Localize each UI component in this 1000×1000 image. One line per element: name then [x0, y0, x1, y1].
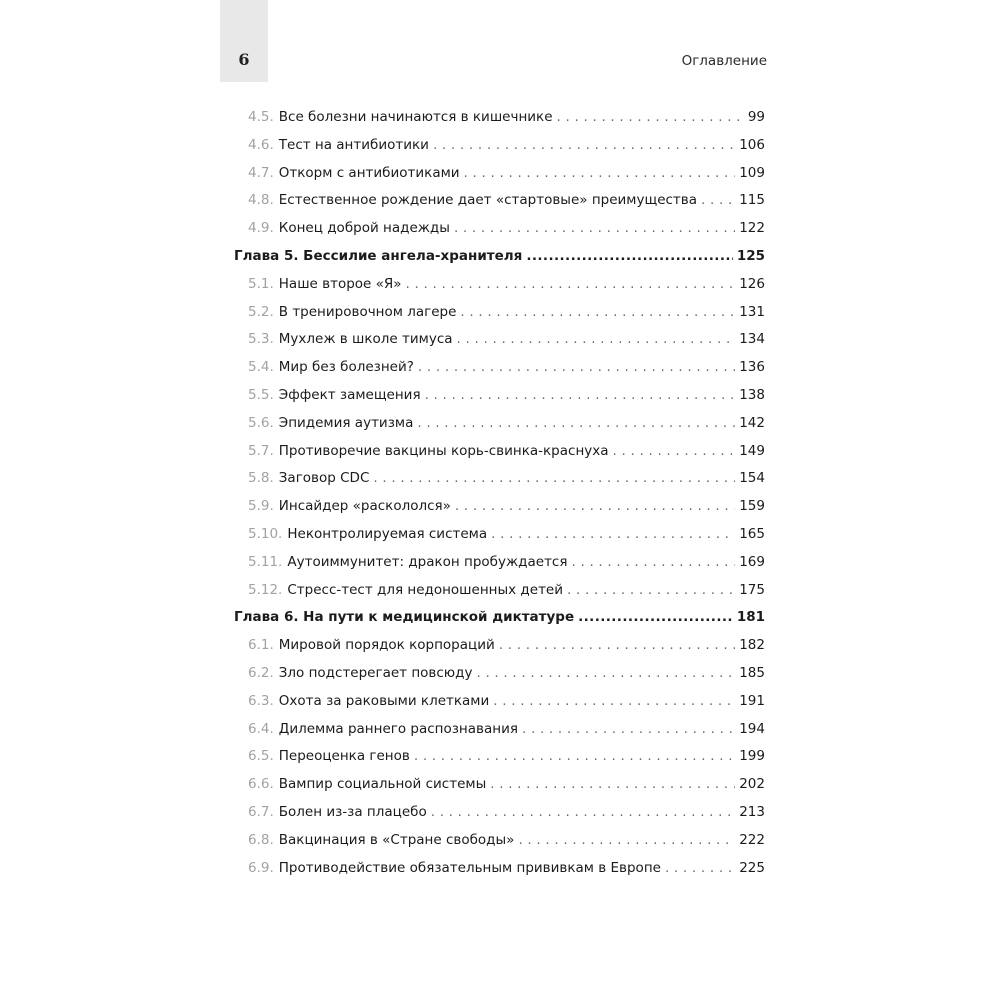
toc-entry-page: 175 [739, 581, 765, 598]
toc-entry-number: 4.7. [248, 164, 274, 181]
dot-leader [557, 109, 744, 125]
dot-leader [701, 192, 735, 208]
toc-entry-page: 99 [747, 109, 765, 125]
toc-section-entry [234, 498, 765, 526]
toc-section-entry [234, 137, 765, 165]
toc-entry-page: 136 [739, 359, 765, 376]
toc-entry-number: 6.5. [248, 748, 274, 765]
toc-section-entry [234, 804, 765, 832]
toc-entry-number: 4.5. [248, 109, 274, 125]
toc-entry-title: Аутоиммунитет: дракон пробуждается [287, 553, 568, 570]
toc-entry-number: 5.12. [248, 581, 283, 598]
toc-entry-number: 6.2. [248, 664, 274, 681]
toc-section-entry [234, 693, 765, 721]
toc-section-entry [234, 276, 765, 304]
toc-entry-title: Противодействие обязательным прививкам в Европе [278, 859, 661, 876]
toc-entry-number: 6.3. [248, 692, 274, 709]
toc-entry-page: 165 [739, 525, 765, 542]
toc-entry-number: 5.3. [248, 331, 274, 348]
toc-entry-page: 126 [739, 275, 765, 292]
toc-entry-title: Все болезни начинаются в кишечнике [278, 109, 553, 125]
toc-entry-page: 199 [739, 748, 765, 765]
dot-leader [476, 665, 735, 681]
toc-chapter-entry [234, 609, 765, 637]
toc-section-entry [234, 304, 765, 332]
toc-entry-number: 6.1. [248, 637, 274, 654]
toc-entry-page: 149 [739, 442, 765, 459]
toc-entry-page: 182 [739, 637, 765, 654]
toc-entry-page: 202 [739, 776, 765, 793]
toc-section-entry [234, 415, 765, 443]
toc-entry-page: 142 [739, 414, 765, 431]
toc-entry-page: 154 [739, 470, 765, 487]
toc-entry-number: 4.6. [248, 136, 274, 153]
toc-entry-title: В тренировочном лагере [278, 303, 457, 320]
toc-entry-title: Конец доброй надежды [278, 220, 450, 237]
dot-leader [518, 832, 735, 848]
toc-entry-number: 6.9. [248, 859, 274, 876]
dot-leader [455, 498, 735, 514]
toc-entry-page: 106 [739, 136, 765, 153]
toc-entry-title: Стресс-тест для недоношенных детей [287, 581, 564, 598]
toc-section-entry [234, 582, 765, 610]
toc-entry-page: 109 [739, 164, 765, 181]
dot-leader [418, 359, 735, 375]
toc-entry-page: 134 [739, 331, 765, 348]
dot-leader [491, 526, 735, 542]
dot-leader [522, 721, 735, 737]
toc-entry-number: 5.8. [248, 470, 274, 487]
toc-entry-page: 191 [739, 692, 765, 709]
toc-entry-page: 213 [739, 803, 765, 820]
page-number-tab [220, 0, 268, 82]
toc-entry-page: 122 [739, 220, 765, 237]
toc-entry-page: 225 [739, 859, 765, 876]
toc-entry-title: Охота за раковыми клетками [278, 692, 490, 709]
toc-entry-page: 222 [739, 831, 765, 848]
dot-leader [613, 443, 736, 459]
toc-entry-number: 5.11. [248, 553, 283, 570]
toc-entry-number: 5.1. [248, 275, 274, 292]
toc-entry-page: 169 [739, 553, 765, 570]
toc-entry-title: Наше второе «Я» [278, 275, 402, 292]
toc-entry-number: 5.6. [248, 414, 274, 431]
toc-entry-number: 5.7. [248, 442, 274, 459]
toc-entry-number: 5.4. [248, 359, 274, 376]
toc-section-entry [234, 860, 765, 888]
toc-entry-number: 5.5. [248, 386, 274, 403]
dot-leader [490, 776, 735, 792]
dot-leader [460, 304, 735, 320]
toc-entry-title: Эпидемия аутизма [278, 414, 414, 431]
toc-section-entry [234, 192, 765, 220]
toc-section-entry [234, 331, 765, 359]
toc-entry-title: Инсайдер «раскололся» [278, 498, 451, 515]
dot-leader [578, 609, 733, 625]
toc-section-entry [234, 721, 765, 749]
toc-entry-title: Заговор CDC [278, 470, 370, 487]
toc-entry-page: 159 [739, 498, 765, 515]
toc-entry-title: Откорм с антибиотиками [278, 164, 460, 181]
dot-leader [457, 331, 736, 347]
toc-section-entry [234, 748, 765, 776]
dot-leader [464, 165, 736, 181]
page-number: 6 [238, 50, 250, 69]
toc-entry-number: 6.6. [248, 776, 274, 793]
toc-section-entry [234, 526, 765, 554]
dot-leader [414, 748, 735, 764]
toc-entry-title: Естественное рождение дает «стартовые» преимущества [278, 192, 698, 209]
toc-entry-page: 181 [736, 609, 765, 626]
toc-section-entry [234, 776, 765, 804]
dot-leader [433, 137, 735, 153]
toc-section-entry [234, 665, 765, 693]
table-of-contents [234, 109, 765, 887]
dot-leader [665, 860, 735, 876]
toc-entry-number: 6.4. [248, 720, 274, 737]
toc-section-entry [234, 359, 765, 387]
toc-section-entry [234, 637, 765, 665]
toc-entry-title: Мир без болезней? [278, 359, 414, 376]
toc-entry-number: 4.9. [248, 220, 274, 237]
toc-entry-title: Зло подстерегает повсюду [278, 664, 473, 681]
dot-leader [417, 415, 735, 431]
toc-entry-page: 185 [739, 664, 765, 681]
toc-section-entry [234, 443, 765, 471]
toc-entry-title: Эффект замещения [278, 386, 421, 403]
toc-entry-title: Дилемма раннего распознавания [278, 720, 518, 737]
toc-entry-number: 5.2. [248, 303, 274, 320]
toc-entry-title: Переоценка генов [278, 748, 410, 765]
dot-leader [425, 387, 736, 403]
toc-chapter-entry [234, 248, 765, 276]
toc-entry-title: Вакцинация в «Стране свободы» [278, 831, 515, 848]
running-head: Оглавление [681, 53, 767, 69]
toc-section-entry [234, 832, 765, 860]
dot-leader [406, 276, 736, 292]
toc-entry-page: 115 [739, 192, 765, 209]
toc-entry-title: Тест на антибиотики [278, 136, 429, 153]
toc-entry-page: 194 [739, 720, 765, 737]
toc-entry-title: Мухлеж в школе тимуса [278, 331, 453, 348]
toc-entry-page: 138 [739, 386, 765, 403]
toc-section-entry [234, 387, 765, 415]
toc-entry-title: Мировой порядок корпораций [278, 637, 495, 654]
dot-leader [454, 220, 735, 236]
toc-entry-title: Неконтролируемая система [287, 525, 488, 542]
toc-entry-title: Противоречие вакцины корь-свинка-краснуха [278, 442, 609, 459]
toc-entry-number: 6.7. [248, 803, 274, 820]
toc-section-entry [234, 109, 765, 137]
toc-entry-title: Болен из-за плацебо [278, 803, 427, 820]
dot-leader [567, 582, 735, 598]
toc-entry-title: Глава 5. Бессилие ангела-хранителя [234, 247, 523, 264]
toc-entry-title: Вампир социальной системы [278, 776, 487, 793]
dot-leader [499, 637, 735, 653]
dot-leader [373, 470, 735, 486]
toc-entry-number: 4.8. [248, 192, 274, 209]
toc-entry-number: 6.8. [248, 831, 274, 848]
toc-section-entry [234, 470, 765, 498]
toc-section-entry [234, 165, 765, 193]
dot-leader [493, 693, 735, 709]
dot-leader [571, 554, 735, 570]
toc-entry-title: Глава 6. На пути к медицинской диктатуре [234, 609, 575, 626]
toc-entry-page: 125 [736, 247, 765, 264]
toc-entry-number: 5.10. [248, 525, 283, 542]
dot-leader [526, 248, 732, 264]
toc-entry-page: 131 [739, 303, 765, 320]
toc-section-entry [234, 220, 765, 248]
toc-section-entry [234, 554, 765, 582]
toc-entry-number: 5.9. [248, 498, 274, 515]
dot-leader [431, 804, 736, 820]
